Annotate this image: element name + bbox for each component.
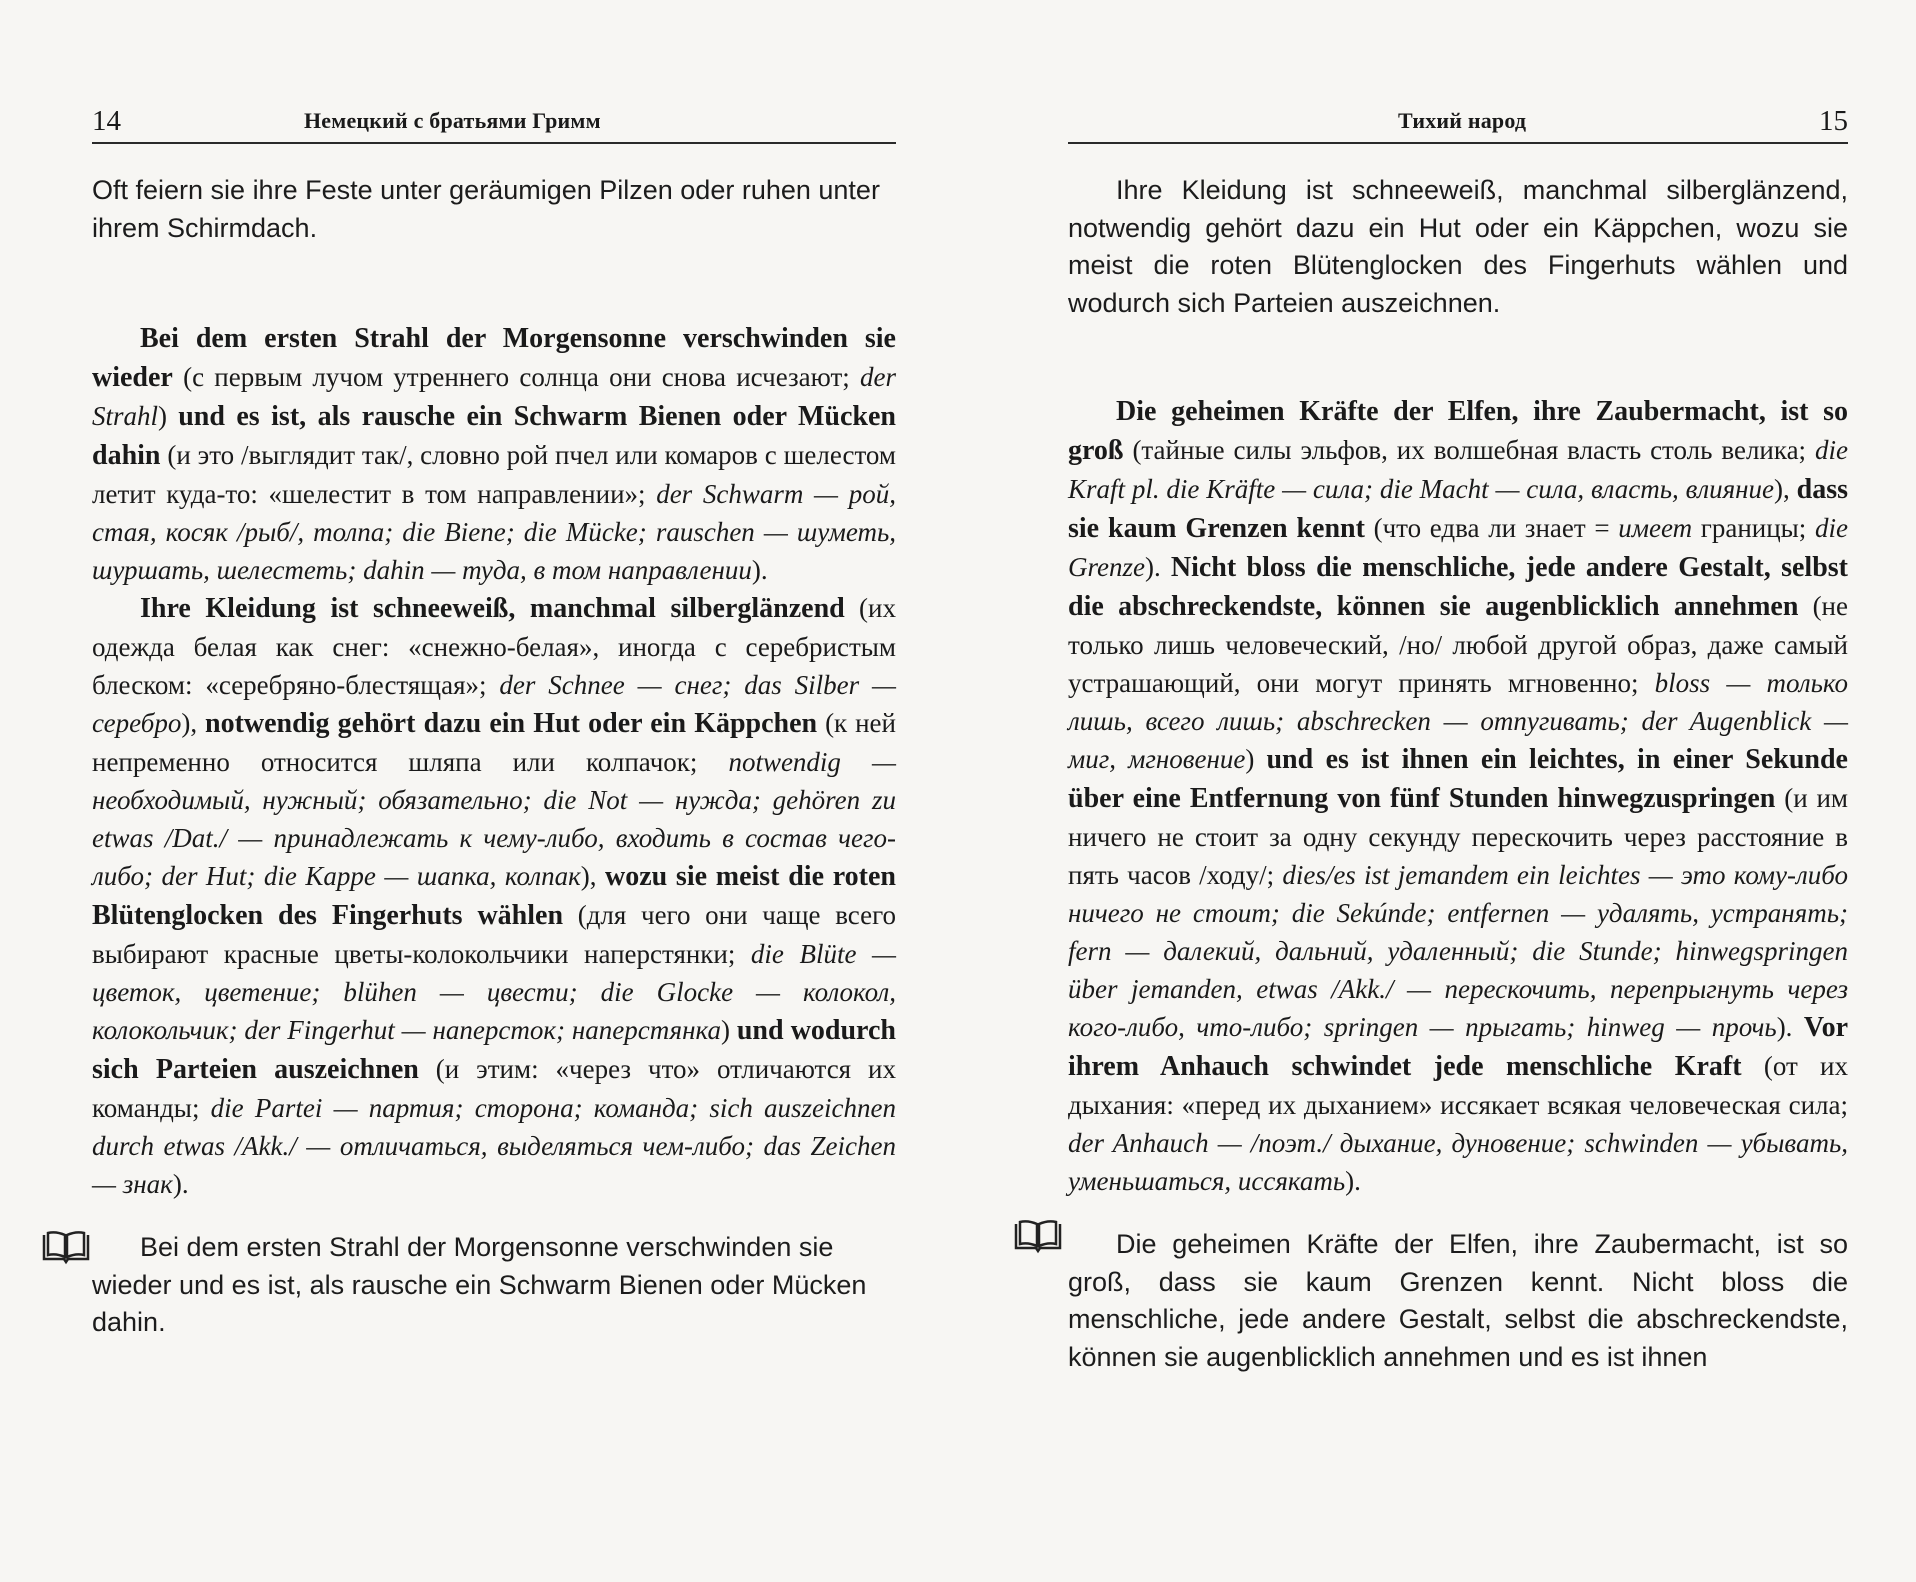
translation: (от их дыхания: «перед их дыханием» иссякает всякая человеческая сила;	[1068, 1051, 1848, 1120]
vocab-note: bloss — только лишь, всего лишь; abschrecken — отпугивать; der Augenblick — миг, мгновение	[1068, 668, 1848, 774]
page-number-right: 15	[1819, 105, 1848, 137]
reading-text-right: Die geheimen Kräfte der Elfen, ihre Zaubermacht, ist so groß, dass sie kaum Grenzen kennt. Nicht bloss die menschliche, jede andere Gestalt, selbst die abschreckendste, können sie augenblicklich annehmen und es ist ihnen	[1068, 1229, 1848, 1372]
intro-paragraph-left: Oft feiern sie ihre Feste unter geräumigen Pilzen oder ruhen unter ihrem Schirmdach.	[92, 175, 880, 243]
vocab-note: der Strahl	[92, 362, 896, 431]
open-book-icon	[1012, 1218, 1064, 1254]
intro-paragraph-right: Ihre Kleidung ist schneeweiß, manchmal silberglänzend, notwendig gehört dazu ein Hut oder ein Käppchen, wozu sie meist die roten Blütenglocken des Fingerhuts wählen und wodurch sich Parteien auszeichnen.	[1068, 175, 1848, 318]
translation: ).	[1144, 552, 1171, 582]
translation: )	[158, 401, 179, 431]
translation: ),	[181, 708, 205, 738]
vocab-note: die Blüte — цветок, цветение; blühen — цвести; die Glocke — колокол, колокольчик; der Fingerhut — наперсток; наперстянка	[92, 939, 896, 1045]
german-phrase: Nicht bloss die menschliche, jede andere Gestalt, selbst die abschreckendste, können sie augenblicklich annehmen	[1068, 552, 1848, 622]
page-number-left: 14	[92, 105, 121, 137]
vocab-note: notwendig — необходимый, нужный; обязательно; die Not — нужда; gehören zu etwas /Dat./ — принадлежать к чему-либо, входить в состав чего-либо; der Hut; die Kappe — шапка, колпак	[92, 747, 896, 891]
vocab-note: dies/es ist jemandem ein leichtes — это кому-либо ничего не стоит; die Sekúnde; entfernen — удалять, устранять; fern — далекий, дальний, удаленный; die Stunde; hinwegspringen über jemanden, etwas /Akk./ — перескочить, перепрыгнуть через кого-либо, что-либо; springen — прыгать; hinweg — прочь	[1068, 860, 1848, 1042]
german-phrase: Die geheimen Kräfte der Elfen, ihre Zaubermacht, ist so groß	[1068, 396, 1848, 466]
german-phrase: und es ist, als rausche ein Schwarm Bienen oder Mücken dahin	[92, 401, 896, 471]
gloss-block-left	[92, 319, 896, 1203]
translation: ).	[751, 555, 768, 585]
german-phrase: notwendig gehört dazu ein Hut oder ein Käppchen	[205, 708, 818, 739]
translation: (с первым лучом утреннего солнца они снова исчезают;	[172, 362, 860, 392]
translation: (их одежда белая как снег: «снежно-белая», иногда с серебристым блеском: «серебряно-блестящая»;	[92, 593, 896, 700]
translation: ),	[580, 861, 605, 891]
running-title-left: Немецкий с братьями Гримм	[304, 108, 601, 133]
gloss-paragraph	[1068, 392, 1848, 1200]
translation: (и это /выглядит так/, словно рой пчел или комаров с шелестом летит куда-то: «шелестит в том направлении»;	[92, 440, 896, 509]
translation: (и им ничего не стоит за одну секунду перескочить через расстояние в пять часов /ходу/;	[1068, 783, 1849, 890]
german-phrase: und es ist ihnen ein leichtes, in einer Sekunde über eine Entfernung von fünf Stunden hinwegzuspringen	[1068, 744, 1848, 814]
translation: )	[720, 1015, 737, 1045]
translation: ).	[172, 1169, 189, 1199]
translation: ).	[1345, 1166, 1361, 1196]
german-phrase: dass sie kaum Grenzen kennt	[1068, 474, 1848, 544]
vocab-note: die Partei — партия; сторона; команда; sich auszeichnen durch etwas /Akk./ — отличаться, выделяться чем-либо; das Zeichen — знак	[92, 1093, 897, 1199]
right-page	[958, 0, 1916, 1582]
left-page-header	[92, 102, 896, 144]
translation: ),	[1774, 474, 1797, 504]
vocab-note: die Grenze	[1068, 513, 1848, 582]
translation: (тайные силы эльфов, их волшебная власть столь велика;	[1123, 435, 1815, 465]
gloss-block-right	[1068, 392, 1848, 1200]
reading-text-left: Bei dem ersten Strahl der Morgensonne verschwinden sie wieder und es ist, als rausche ein Schwarm Bienen oder Mücken dahin.	[92, 1232, 867, 1337]
vocab-note: die Kraft pl. die Kräfte — сила; die Macht — сила, власть, влияние	[1068, 435, 1848, 504]
vocab-note: der Schnee — снег; das Silber — серебро	[92, 670, 896, 738]
german-phrase: Bei dem ersten Strahl der Morgensonne verschwinden sie wieder	[92, 323, 896, 393]
translation: границы;	[1692, 513, 1815, 543]
german-phrase: Vor ihrem Anhauch schwindet jede menschliche Kraft	[1068, 1012, 1848, 1082]
vocab-note: der Schwarm — рой, стая, косяк /рыб/, толпа; die Biene; die Mücke; rauschen — шуметь, шуршать, шелестеть; dahin — туда, в том направлении	[92, 479, 896, 585]
german-phrase: Ihre Kleidung ist schneeweiß, manchmal silberglänzend	[140, 593, 845, 624]
german-phrase: und wodurch sich Parteien auszeichnen	[92, 1015, 896, 1085]
translation: (для чего они чаще всего выбирают красные цветы-колокольчики наперстянки;	[92, 900, 896, 969]
open-book-icon	[40, 1229, 92, 1265]
translation: ).	[1776, 1012, 1804, 1042]
translation: (что едва ли знает =	[1364, 513, 1619, 543]
right-page-header	[1068, 102, 1848, 144]
translation: )	[1245, 744, 1267, 774]
translation: (и этим: «через что» отличаются их команды;	[92, 1054, 896, 1123]
running-title-right: Тихий народ	[1398, 108, 1527, 133]
vocab-note: der Anhauch — /поэт./ дыхание, дуновение; schwinden — убывать, уменьшаться, иссякать	[1068, 1128, 1848, 1196]
reading-block-right	[1068, 1226, 1848, 1376]
translation: (к ней непременно относится шляпа или колпачок;	[92, 708, 896, 777]
reading-block-left	[92, 1229, 896, 1342]
german-phrase: wozu sie meist die roten Blütenglocken des Fingerhuts wählen	[92, 861, 896, 931]
translation: (не только лишь человеческий, /но/ любой другой образ, даже самый устрашающий, они могут принять мгновенно;	[1068, 591, 1848, 698]
gloss-paragraph	[92, 319, 896, 589]
gloss-paragraph	[92, 589, 896, 1203]
vocab-note: имеет	[1618, 513, 1693, 543]
